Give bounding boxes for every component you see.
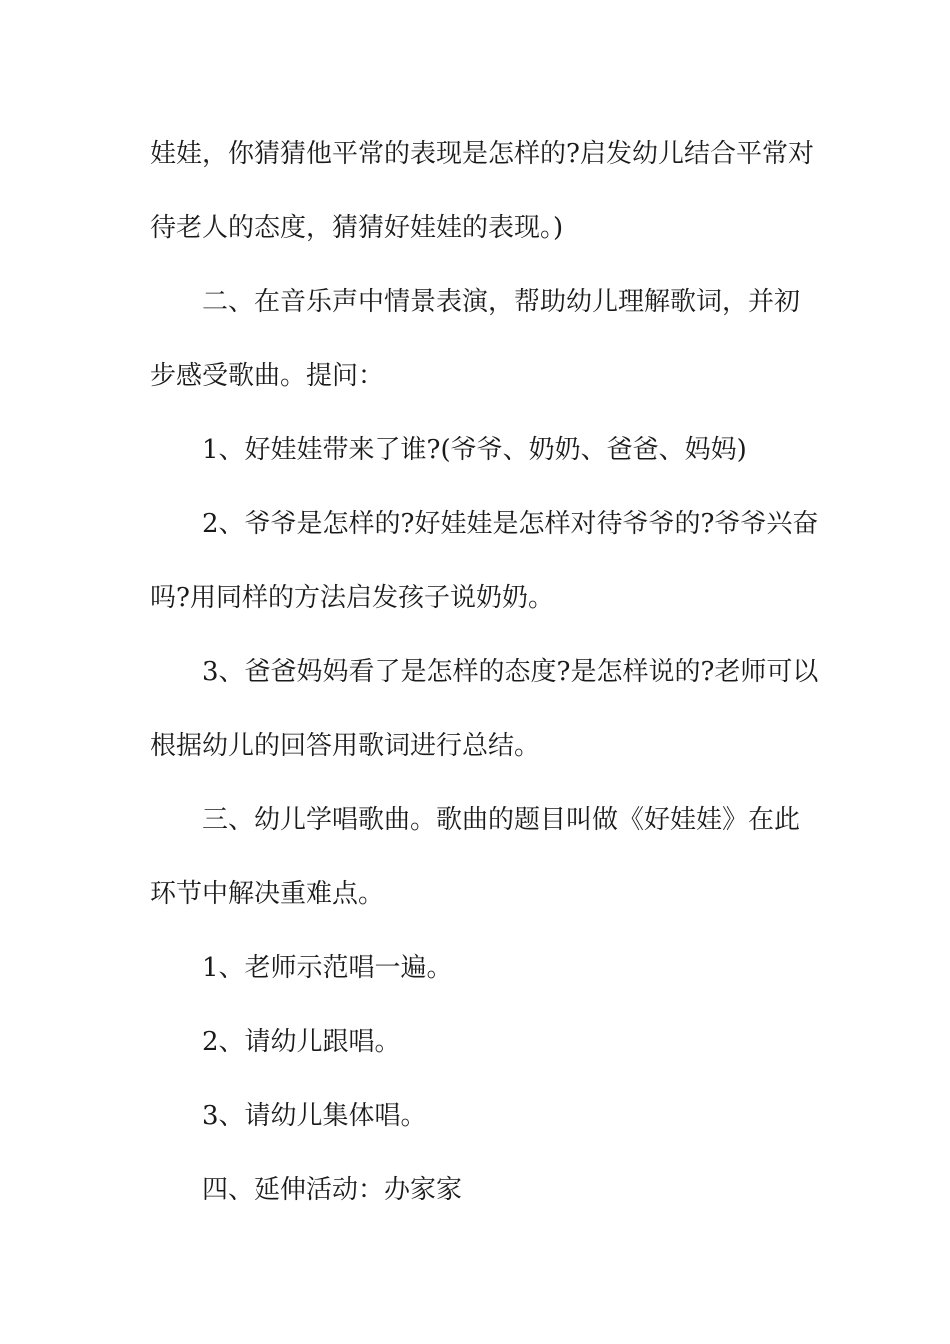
section-heading-3: 三、幼儿学唱歌曲。歌曲的题目叫做《好娃娃》在此: [202, 805, 801, 835]
paragraph-line: 待老人的态度，猜猜好娃娃的表现。): [150, 213, 564, 243]
list-item: 1、好娃娃带来了谁?(爷爷、奶奶、爸爸、妈妈): [202, 435, 747, 465]
list-item: 3、爸爸妈妈看了是怎样的态度?是怎样说的?老师可以: [202, 657, 819, 687]
section-heading-2: 二、在音乐声中情景表演，帮助幼儿理解歌词，并初: [202, 287, 801, 317]
paragraph-line: 娃娃，你猜猜他平常的表现是怎样的?启发幼儿结合平常对: [150, 139, 814, 169]
section-heading-4: 四、延伸活动：办家家: [202, 1175, 463, 1205]
paragraph-line: 环节中解决重难点。: [150, 879, 385, 909]
paragraph-line: 吗?用同样的方法启发孩子说奶奶。: [150, 583, 554, 613]
paragraph-line: 根据幼儿的回答用歌词进行总结。: [150, 731, 541, 761]
list-item: 2、请幼儿跟唱。: [202, 1027, 401, 1057]
list-item: 2、爷爷是怎样的?好娃娃是怎样对待爷爷的?爷爷兴奋: [202, 509, 819, 539]
paragraph-line: 步感受歌曲。提问：: [150, 361, 385, 391]
list-item: 1、老师示范唱一遍。: [202, 953, 453, 983]
list-item: 3、请幼儿集体唱。: [202, 1101, 427, 1131]
